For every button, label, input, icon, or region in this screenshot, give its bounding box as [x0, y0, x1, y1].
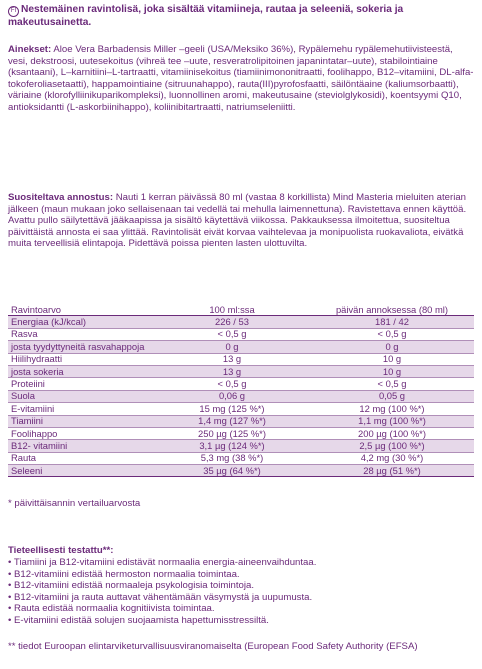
product-description-text: Nestemäinen ravintolisä, joka sisältää vitamiineja, rautaa ja seleeniä, sokeria ja makeutusainetta.	[8, 4, 404, 28]
nutrient-name: B12- vitamiini	[8, 440, 154, 452]
header-nutrient: Ravintoarvo	[8, 304, 154, 316]
value-per-daily-dose: 200 µg (100 %*)	[310, 427, 474, 439]
nutrient-name: Seleeni	[8, 465, 154, 477]
value-per-daily-dose: < 0,5 g	[310, 328, 474, 340]
header-per-daily-dose: päivän annoksessa (80 ml)	[310, 304, 474, 316]
value-per-100ml: 3,1 µg (124 %*)	[154, 440, 310, 452]
nutrient-name: E-vitamiini	[8, 403, 154, 415]
value-per-100ml: 35 µg (64 %*)	[154, 465, 310, 477]
value-per-daily-dose: 28 µg (51 %*)	[310, 465, 474, 477]
table-row	[8, 427, 474, 439]
nutrition-table-body	[8, 304, 474, 477]
value-per-100ml: 0 g	[154, 341, 310, 353]
dosage-label: Suositeltava annostus:	[8, 192, 114, 203]
value-per-daily-dose: 0,05 g	[310, 390, 474, 402]
table-row	[8, 365, 474, 377]
ingredients-label: Ainekset:	[8, 44, 52, 55]
value-per-daily-dose: 10 g	[310, 353, 474, 365]
table-footnote: * päivittäisannin vertailuarvosta	[8, 498, 141, 509]
nutrient-name: josta sokeria	[8, 365, 154, 377]
value-per-daily-dose: 4,2 mg (30 %*)	[310, 452, 474, 464]
nutrient-name: Tiamiini	[8, 415, 154, 427]
table-row	[8, 403, 474, 415]
value-per-100ml: < 0,5 g	[154, 328, 310, 340]
list-item: • E-vitamiini edistää solujen suojaamista hapettumisstressiltä.	[8, 614, 269, 626]
table-row	[8, 440, 474, 452]
value-per-daily-dose: 0 g	[310, 341, 474, 353]
value-per-daily-dose: 1,1 mg (100 %*)	[310, 415, 474, 427]
table-row	[8, 465, 474, 477]
list-item: • B12-vitamiini edistää hermoston normaalia toimintaa.	[8, 568, 240, 580]
table-row	[8, 353, 474, 365]
value-per-100ml: 13 g	[154, 365, 310, 377]
table-row	[8, 415, 474, 427]
efsa-source-note: ** tiedot Euroopan elintarviketurvallisuusviranomaiselta (European Food Safety Authority (EFSA)	[8, 641, 418, 652]
list-item: • Tiamiini ja B12-vitamiini edistävät normaalia energia-aineenvaihduntaa.	[8, 557, 317, 568]
value-per-100ml: 5,3 mg (38 %*)	[154, 452, 310, 464]
nutrient-name: Foolihappo	[8, 427, 154, 439]
health-claims-list	[8, 557, 474, 627]
dosage-paragraph	[8, 192, 474, 250]
list-item: • B12-vitamiini edistää normaaleja psykologisia toimintoja.	[8, 580, 254, 592]
ingredients-paragraph	[8, 44, 474, 114]
value-per-100ml: 1,4 mg (127 %*)	[154, 415, 310, 427]
value-per-daily-dose: 10 g	[310, 365, 474, 377]
value-per-daily-dose: 2,5 µg (100 %*)	[310, 440, 474, 452]
value-per-100ml: 13 g	[154, 353, 310, 365]
value-per-daily-dose: 181 / 42	[310, 316, 474, 328]
value-per-100ml: 15 mg (125 %*)	[154, 403, 310, 415]
tested-heading: Tieteellisesti testattu**:	[8, 545, 114, 556]
nutrition-table	[8, 304, 474, 477]
product-description	[8, 4, 476, 29]
language-badge-icon: FI	[8, 6, 19, 17]
nutrient-name: Suola	[8, 390, 154, 402]
nutrient-name: Rauta	[8, 452, 154, 464]
table-row	[8, 328, 474, 340]
value-per-100ml: 226 / 53	[154, 316, 310, 328]
nutrient-name: Hiilihydraatti	[8, 353, 154, 365]
value-per-daily-dose: < 0,5 g	[310, 378, 474, 390]
nutrient-name: josta tyydyttyneitä rasvahappoja	[8, 341, 154, 353]
value-per-100ml: < 0,5 g	[154, 378, 310, 390]
nutrient-name: Energiaa (kJ/kcal)	[8, 316, 154, 328]
header-per-100ml: 100 ml:ssa	[154, 304, 310, 316]
nutrient-name: Rasva	[8, 328, 154, 340]
table-row	[8, 341, 474, 353]
dosage-text: Nauti 1 kerran päivässä 80 ml (vastaa 8 korkillista) Mind Masteria mieluiten aterian jälkeen (maun mukaan joko sellaisenaan tai vedellä tai mehulla laimennettuna). Ravistettava ennen käyttöä. Avattu pullo säilytettävä jääkaapissa ja sisältö käytettävä viikossa. Pakkauksessa ilmoitettua, suositeltua päivittäistä annosta ei saa ylittää. Ravintolisät eivät korvaa vaihtelevaa ja monipuolista ruokavaliota, eivätkä muita terveellisiä elintapoja. Pidettävä poissa pienten lasten ulottuvilta.	[8, 192, 467, 250]
value-per-100ml: 0,06 g	[154, 390, 310, 402]
nutrient-name: Proteiini	[8, 378, 154, 390]
value-per-daily-dose: 12 mg (100 %*)	[310, 403, 474, 415]
table-row	[8, 390, 474, 402]
value-per-100ml: 250 µg (125 %*)	[154, 427, 310, 439]
list-item: • B12-vitamiini ja rauta auttavat vähentämään väsymystä ja uupumusta.	[8, 591, 313, 603]
table-row	[8, 378, 474, 390]
table-row	[8, 316, 474, 328]
table-row	[8, 452, 474, 464]
ingredients-text: Aloe Vera Barbadensis Miller –geeli (USA/Meksiko 36%), Rypälemehu rypälemehutiivisteestä, vesi, dekstroosi, uutesekoitus (vihreä tee –uute, resveratrolipitoinen japanintatar–uute), stabilointiaine (ksantaani), L–karnitiini–L-tartraatti, vitamiinisekoitus (tiamiinimononitraatti, foolihappo, B12–vitamiini, DL-alfa-tokoferoliasetaatti), happamointiaine (sitruunahappo), rauta(III)pyrofosfaatti, säilöntäaine (kaliumsorbaatti), väriaine (klorofylliinikuparikompleksi), luonnollinen aromi, makeutusaine (steviolglykosidi), koentsyymi Q10, antioksidantti (L-askorbiinihappo), koliinibitartraatti, natriumseleniitti.	[8, 44, 474, 113]
table-header-row	[8, 304, 474, 316]
list-item: • Rauta edistää normaalia kognitiivista toimintaa.	[8, 603, 215, 615]
